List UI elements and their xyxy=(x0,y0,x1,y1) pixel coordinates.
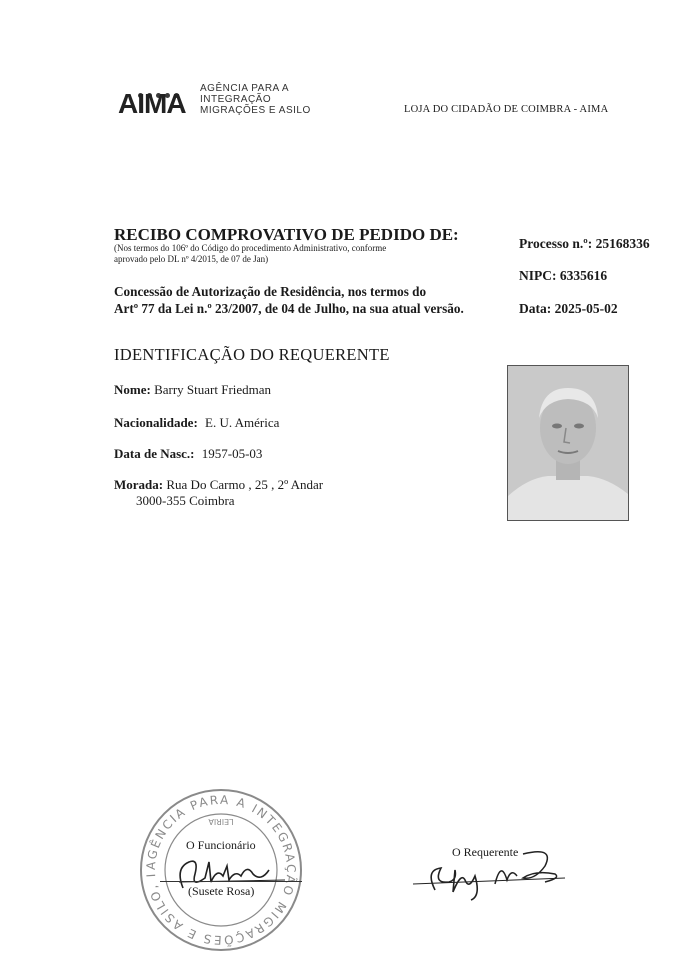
applicant-label: O Requerente xyxy=(452,845,519,859)
aima-logo: AIMA xyxy=(118,88,186,119)
name-label: Nome: xyxy=(114,382,151,397)
process-number: Processo n.º: 25168336 xyxy=(519,236,650,251)
section-title: IDENTIFICAÇÃO DO REQUERENTE xyxy=(114,345,390,364)
address-label: Morada: xyxy=(114,477,164,492)
official-signature-line xyxy=(160,881,302,882)
dob-label: Data de Nasc.: xyxy=(114,446,195,461)
applicant-signature xyxy=(405,840,570,905)
office-name: LOJA DO CIDADÃO DE COIMBRA - AIMA xyxy=(404,104,609,115)
name-field xyxy=(114,382,271,398)
portrait-image xyxy=(508,366,628,520)
dob-value: 1957-05-03 xyxy=(201,446,263,461)
name-value: Barry Stuart Friedman xyxy=(154,382,272,397)
request-line2: Artº 77 da Lei n.º 23/2007, de 04 de Julho, na sua atual versão. xyxy=(114,301,464,316)
agency-name xyxy=(200,83,311,116)
official-label: O Funcionário xyxy=(186,838,256,852)
date: Data: 2025-05-02 xyxy=(519,301,618,316)
agency-name-line2: INTEGRAÇÃO xyxy=(200,94,272,105)
stamp-city: LEIRIA xyxy=(208,817,234,826)
nipc: NIPC: 6335616 xyxy=(519,268,608,283)
official-name: (Susete Rosa) xyxy=(188,884,255,898)
address-line2: 3000-355 Coimbra xyxy=(136,493,235,508)
applicant-photo xyxy=(507,365,629,521)
receipt-title: RECIBO COMPROVATIVO DE PEDIDO DE: xyxy=(114,225,459,244)
nationality-field xyxy=(114,415,279,431)
legal-note-line1: (Nos termos do 106º do Código do procedimento Administrativo, conforme xyxy=(114,243,387,253)
agency-name-line3: MIGRAÇÕES E ASILO xyxy=(200,105,311,116)
legal-note xyxy=(114,243,424,265)
nationality-label: Nacionalidade: xyxy=(114,415,198,430)
request-description xyxy=(114,283,464,317)
address-line1: Rua Do Carmo , 25 , 2º Andar xyxy=(166,477,324,492)
request-line1: Concessão de Autorização de Residência, nos termos do xyxy=(114,284,427,299)
legal-note-line2: aprovado pelo DL nº 4/2015, de 07 de Jan) xyxy=(114,254,269,264)
nationality-value: E. U. América xyxy=(205,415,280,430)
agency-name-line1: AGÊNCIA PARA A xyxy=(200,83,290,94)
dob-field xyxy=(114,446,262,462)
stamp-text: AGÊNCIA PARA A INTEGRAÇ O MIGRAÇÕES E ASILO, I xyxy=(143,792,299,948)
address-field xyxy=(114,477,323,493)
